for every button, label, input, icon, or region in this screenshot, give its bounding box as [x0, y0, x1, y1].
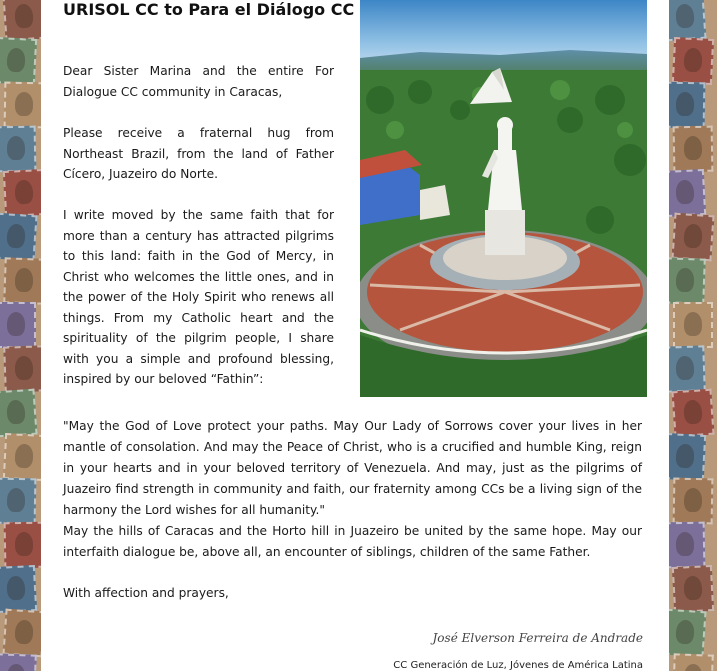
letter-page — [41, 0, 669, 671]
postage-stamp — [673, 478, 714, 525]
postage-stamp — [672, 565, 714, 613]
signature: José Elverson Ferreira de Andrade — [432, 631, 643, 645]
postage-stamp — [0, 389, 38, 438]
postage-stamp — [669, 169, 706, 217]
postage-stamp — [0, 126, 36, 173]
hope-paragraph: May the hills of Caracas and the Horto hill in Juazeiro be united by the same hope. May our interfaith dialogue be, above all, an encounter of siblings, children of the same Father. — [63, 524, 642, 559]
postage-stamp — [3, 345, 41, 392]
postage-stamp — [4, 82, 41, 129]
salutation: Dear Sister Marina and the entire For Dialogue CC community in Caracas, — [63, 64, 334, 99]
postage-stamp — [669, 257, 706, 304]
postage-stamp — [4, 522, 41, 569]
padre-cicero-statue-photo — [360, 0, 647, 397]
postage-stamp — [2, 0, 41, 41]
postage-stamp — [669, 82, 705, 129]
postage-stamp — [671, 389, 714, 438]
postage-stamp — [669, 345, 706, 392]
letter-title: URISOL CC to Para el Diálogo CC — [63, 0, 355, 19]
postage-stamp — [0, 302, 36, 348]
statue-aerial-illustration — [360, 0, 647, 397]
postage-stamp — [673, 126, 714, 173]
postage-stamp — [0, 213, 38, 262]
stamp-border-right — [669, 0, 717, 671]
greeting-paragraph: Please receive a fraternal hug from Northeast Brazil, from the land of Father Cícero, Juazeiro do Norte. — [63, 126, 334, 181]
stamp-border-left — [0, 0, 41, 671]
postage-stamp — [0, 478, 36, 525]
organization-name: CC Generación de Luz, Jóvenes de América Latina — [393, 660, 643, 671]
postage-stamp — [669, 0, 707, 41]
postage-stamp — [0, 565, 37, 613]
postage-stamp — [3, 169, 41, 217]
postage-stamp — [3, 257, 41, 304]
postage-stamp — [3, 433, 41, 481]
postage-stamp — [669, 522, 705, 569]
postage-stamp — [672, 37, 714, 85]
closing-line: With affection and prayers, — [63, 586, 229, 600]
postage-stamp — [2, 609, 41, 658]
postage-stamp — [669, 433, 706, 481]
postage-stamp — [669, 609, 707, 658]
postage-stamp — [0, 653, 37, 671]
postage-stamp — [673, 302, 713, 348]
blessing-paragraph: "May the God of Love protect your paths. May Our Lady of Sorrows cover your lives in her mantle of consolation. And may the Peace of Christ, who is a crucified and humble King, reign in your hearts and in your beloved territory of Venezuela. And may, just as the pilgrims of Juazeiro find strength in community and faith, our fraternity among CCs be a living sign of the harmony the Lord wishes for all humanity." — [63, 419, 642, 517]
postage-stamp — [0, 37, 37, 85]
body-paragraph: I write moved by the same faith that for more than a century has attracted pilgrims to this land: faith in the God of Mercy, in Christ who welcomes the little ones, and in the power of the Holy Spirit who renews all things. From my Catholic heart and the spirituality of the pilgrim people, I share with you a simple and profound blessing, inspired by our beloved “Fathin”: — [63, 208, 334, 386]
postage-stamp — [672, 653, 714, 671]
postage-stamp — [671, 213, 714, 262]
